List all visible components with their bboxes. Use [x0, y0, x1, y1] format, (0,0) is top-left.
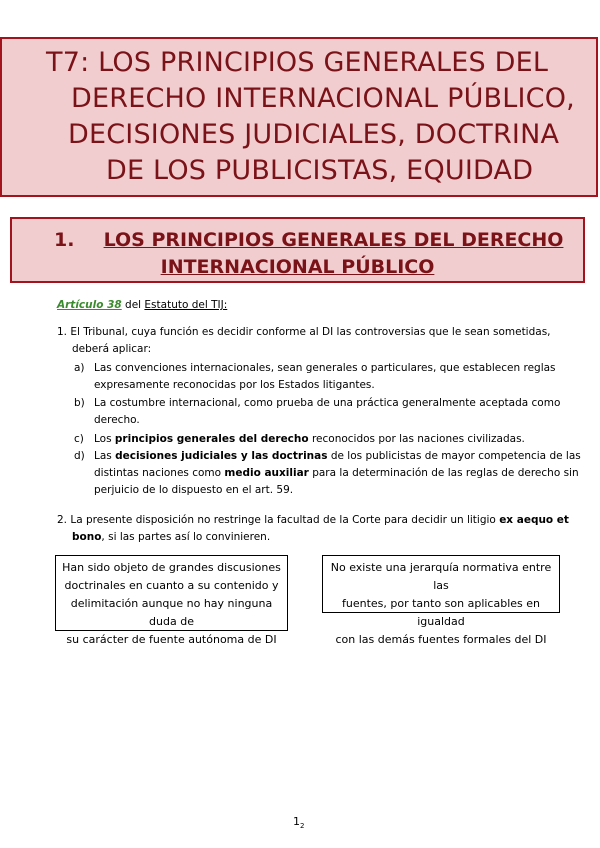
- bold-term: medio auxiliar: [224, 467, 309, 479]
- note-left-line-4: su carácter de fuente autónoma de DI: [66, 633, 277, 646]
- title-line-3: DECISIONES JUDICIALES, DOCTRINA: [68, 119, 560, 150]
- sub-a-line-1: Las convenciones internacionales, sean generales o particulares, que establecen reglas: [94, 362, 556, 374]
- title-line-2: DERECHO INTERNACIONAL PÚBLICO,: [71, 83, 575, 114]
- sub-d-line-2: distintas naciones como medio auxiliar para la determinación de las reglas de derecho sin: [94, 467, 579, 479]
- chapter-title-box: [0, 37, 598, 197]
- note-box-left: [55, 555, 288, 646]
- sub-b-line-1: La costumbre internacional, como prueba de una práctica generalmente aceptada como: [94, 397, 561, 409]
- bold-term: principios generales del derecho: [114, 433, 309, 445]
- sub-d-line-1: Las decisiones judiciales y las doctrinas de los publicistas de mayor competencia de las: [94, 450, 581, 462]
- sub-a-line-2: expresamente reconocidas por los Estados litigantes.: [94, 379, 375, 391]
- section-heading-box: [10, 217, 585, 283]
- section-heading-line-1: LOS PRINCIPIOS GENERALES DEL DERECHO: [103, 229, 564, 251]
- item-1-line-1: 1. El Tribunal, cuya función es decidir conforme al DI las controversias que le sean sometidas,: [57, 326, 551, 338]
- note-right-line-1: No existe una jerarquía normativa entre las: [330, 561, 552, 592]
- sub-c-label: c): [74, 433, 84, 445]
- note-left-line-1: Han sido objeto de grandes discusiones: [62, 561, 281, 574]
- sub-d-label: d): [74, 450, 85, 462]
- sub-d-line-3: perjuicio de lo dispuesto en el art. 59.: [94, 484, 294, 496]
- note-box-right: [322, 555, 560, 646]
- intro-text: del: [121, 299, 145, 311]
- statute-reference: Estatuto del TIJ:: [144, 299, 228, 311]
- note-right-line-2: fuentes, por tanto son aplicables en igualdad: [341, 597, 540, 628]
- section-heading-line-2: INTERNACIONAL PÚBLICO: [160, 256, 435, 278]
- sub-b-label: b): [74, 397, 85, 409]
- article-link[interactable]: Artículo 38: [57, 299, 122, 311]
- item-2-line-2: bono, si las partes así lo convinieren.: [72, 531, 271, 543]
- section-number: 1.: [54, 229, 75, 251]
- sub-a-label: a): [74, 362, 85, 374]
- title-line-4: DE LOS PUBLICISTAS, EQUIDAD: [106, 155, 534, 186]
- title-line-1: T7: LOS PRINCIPIOS GENERALES DEL: [46, 47, 549, 78]
- note-left-line-2: doctrinales en cuanto a su contenido y: [64, 579, 279, 592]
- bold-term: decisiones judiciales y las doctrinas: [115, 450, 328, 462]
- item-1-line-2: deberá aplicar:: [72, 343, 152, 355]
- article-intro: [57, 297, 227, 314]
- note-right-line-3: con las demás fuentes formales del DI: [335, 633, 547, 646]
- bold-term: ex aequo et: [499, 514, 569, 526]
- page-number: $1_2$: [293, 815, 305, 831]
- bold-term: bono: [72, 531, 102, 543]
- note-left-line-3: delimitación aunque no hay ninguna duda de: [70, 597, 273, 628]
- chapter-title: [46, 45, 592, 189]
- sub-c-line: Los principios generales del derecho reconocidos por las naciones civilizadas.: [94, 433, 525, 445]
- item-2-line-1: 2. La presente disposición no restringe la facultad de la Corte para decidir un litigio ex aequo et: [57, 514, 569, 526]
- section-heading: [12, 227, 583, 281]
- sub-b-line-2: derecho.: [94, 414, 140, 426]
